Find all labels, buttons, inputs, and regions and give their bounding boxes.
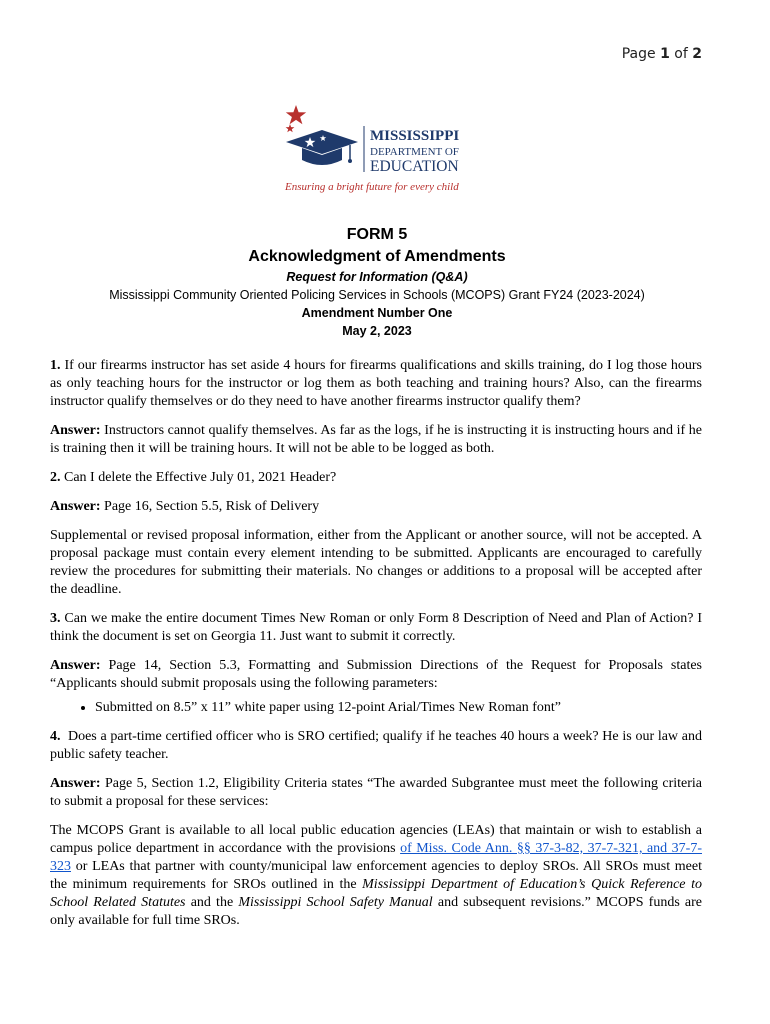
graduation-cap-icon	[286, 130, 358, 154]
logo-line-3: EDUCATION	[370, 158, 459, 175]
answer-2-detail: Supplemental or revised proposal information, either from the Applicant or another source, will not be accepted. A proposal package must contain every element intending to be submitted. Applicants are encouraged to carefully review the procedures for submitting their materials. No changes or additions to a proposal will be accepted after the deadline.	[50, 528, 702, 597]
logo-tagline: Ensuring a bright future for every child	[285, 181, 459, 193]
list-item: • Submitted on 8.5” x 11” white paper using 12-point Arial/Times New Roman font”	[95, 699, 702, 717]
answer-2: Answer: Page 16, Section 5.5, Risk of Delivery	[50, 499, 320, 514]
question-2: 2. Can I delete the Effective July 01, 2021 Header?	[50, 470, 337, 485]
amendment-number: Amendment Number One	[301, 306, 453, 320]
question-3: 3. Can we make the entire document Times New Roman or only Form 8 Description of Need and Plan of Action? I think the document is set on Georgia 11. Just want to submit it correctly.	[50, 611, 702, 644]
logo-line-2: DEPARTMENT OF	[370, 146, 459, 158]
logo-star-small-icon	[286, 124, 295, 132]
page-label: Page	[621, 46, 656, 62]
logo-star-large-icon	[286, 105, 306, 124]
mde-logo	[276, 102, 476, 198]
question-1: 1. If our firearms instructor has set aside 4 hours for firearms qualifications and skills training, do I log those hours as only teaching hours for the instructor or log them as both teaching and training hours? Also, can the firearms instructor qualify themselves or do they need to have another firearms instructor qualify them?	[50, 358, 703, 409]
page-number	[622, 46, 702, 62]
page-total: 2	[692, 46, 702, 62]
answer-1: Answer: Instructors cannot qualify themselves. As far as the logs, if he is instructing it is instructing hours and if he is training then it will be training hours. It will not be able to be logged as both.	[50, 423, 703, 456]
logo-line-1: MISSISSIPPI	[370, 128, 460, 144]
qa-body	[50, 357, 702, 941]
page-of: of	[674, 46, 688, 62]
document-date: May 2, 2023	[342, 324, 412, 338]
answer-4: Answer: Page 5, Section 1.2, Eligibility Criteria states “The awarded Subgrantee must meet the following criteria to submit a proposal for these services:	[50, 776, 703, 809]
rfi-subtitle: Request for Information (Q&A)	[286, 270, 468, 284]
answer-3-list	[50, 699, 702, 717]
program-name: Mississippi Community Oriented Policing Services in Schools (MCOPS) Grant FY24 (2023-2024)	[109, 288, 645, 302]
form-number: FORM 5	[346, 226, 408, 243]
page-current: 1	[660, 46, 670, 62]
document-title: Acknowledgment of Amendments	[248, 248, 506, 265]
answer-3: Answer: Page 14, Section 5.3, Formatting and Submission Directions of the Request for Proposals states “Applicants should submit proposals using the following parameters:	[50, 658, 703, 691]
statute-link[interactable]: of Miss. Code Ann. §§ 37-3-82, 37-7-321, and 37-7-323	[50, 841, 702, 874]
answer-4-detail: The MCOPS Grant is available to all local public education agencies (LEAs) that maintain or wish to establish a campus police department in accordance with the provisions of Miss. Code Ann. §§ 37-3-82, 37-7-321, and 37-7-323 or LEAs that partner with county/municipal law enforcement agencies to deploy SROs. All SROs must meet the minimum requirements for SROs outlined in the Mississippi Department of Education’s Quick Reference to School Related Statutes and the Mississippi School Safety Manual and subsequent revisions.” MCOPS funds are only available for full time SROs.	[50, 823, 703, 928]
question-4: 4. Does a part-time certified officer who is SRO certified; qualify if he teaches 40 hours a week? He is our law and public safety teacher.	[50, 729, 702, 762]
